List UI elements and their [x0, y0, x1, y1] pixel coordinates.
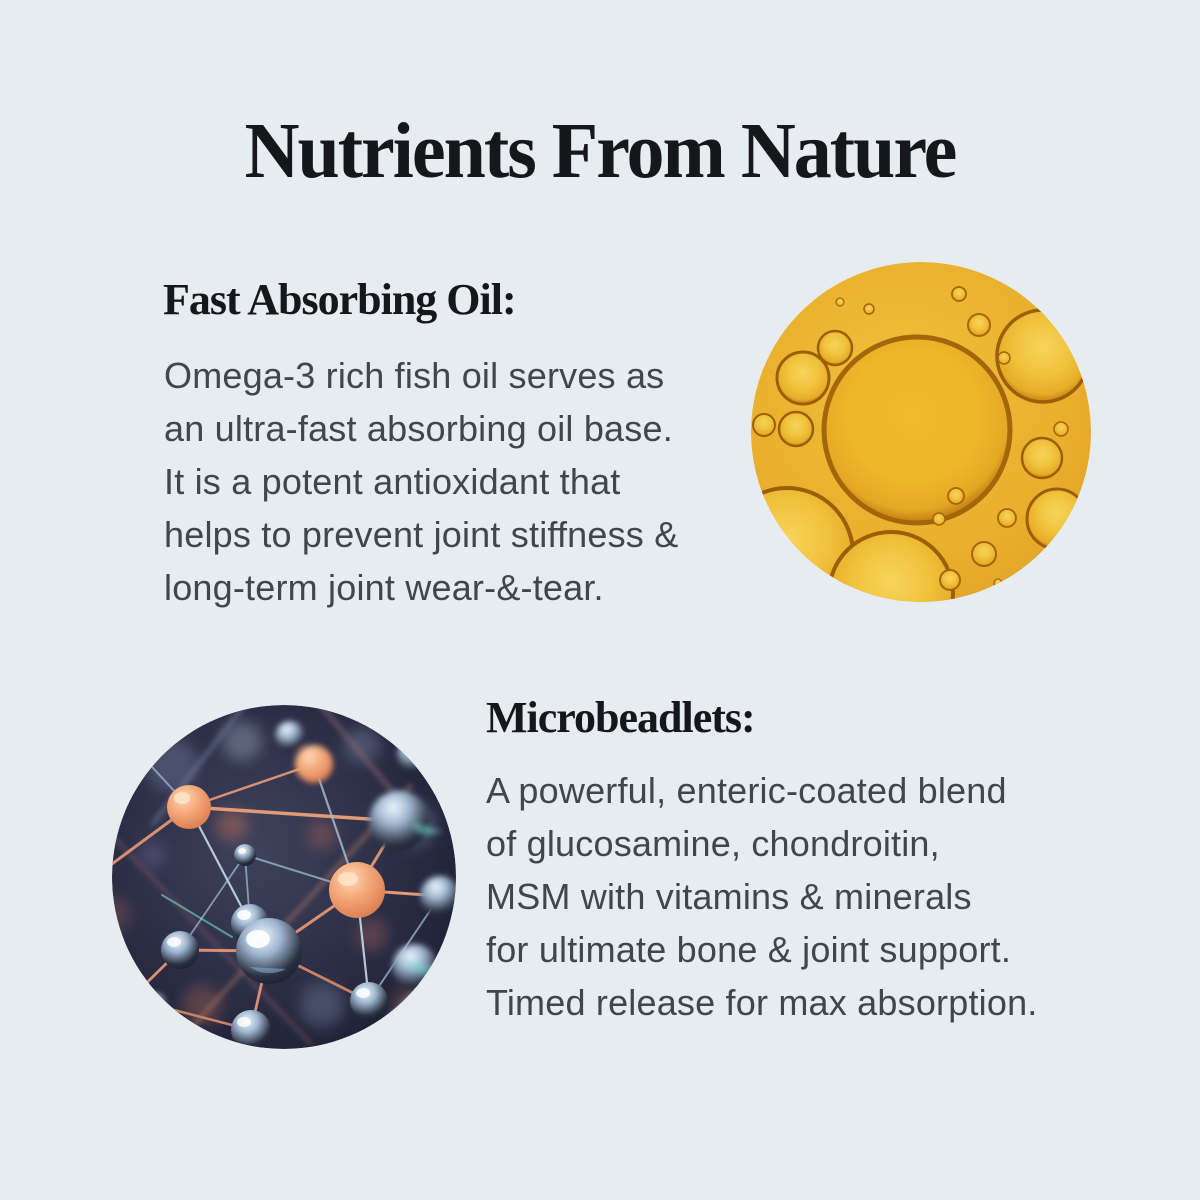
body-line: Omega-3 rich fish oil serves as	[164, 355, 665, 396]
body-line: an ultra-fast absorbing oil base.	[164, 408, 673, 449]
molecule-network-photo	[112, 705, 456, 1049]
body-line: of glucosamine, chondroitin,	[486, 823, 940, 864]
body-line: helps to prevent joint stiffness &	[164, 514, 679, 555]
body-line: A powerful, enteric-coated blend	[486, 770, 1007, 811]
section-heading-microbeadlets: Microbeadlets:	[486, 693, 755, 742]
body-line: MSM with vitamins & minerals	[486, 876, 972, 917]
body-line: Timed release for max absorption.	[486, 982, 1038, 1023]
body-line: for ultimate bone & joint support.	[486, 929, 1012, 970]
page-title: Nutrients From Nature	[244, 106, 956, 196]
section-heading-fast-absorbing-oil: Fast Absorbing Oil:	[163, 275, 516, 324]
body-line: It is a potent antioxidant that	[164, 461, 621, 502]
oil-bubbles-photo	[751, 262, 1091, 602]
section-body-microbeadlets	[486, 764, 1038, 1029]
body-line: long-term joint wear-&-tear.	[164, 567, 604, 608]
section-body-fast-absorbing-oil	[164, 349, 678, 614]
